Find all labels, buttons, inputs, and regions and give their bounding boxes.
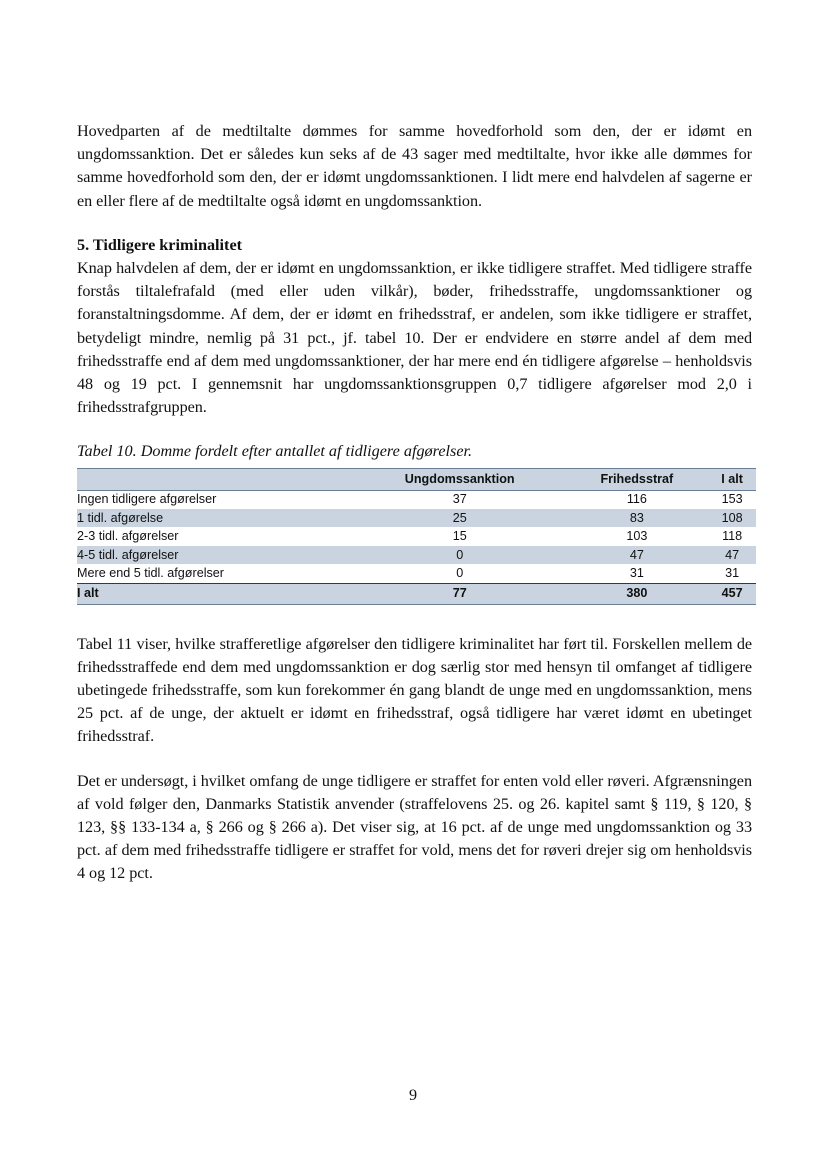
table-row <box>77 564 756 583</box>
table-10-wrapper <box>77 468 756 605</box>
table-total-row <box>77 583 756 604</box>
total-label: I alt <box>77 583 354 604</box>
cell-ungdomssanktion: 0 <box>456 547 464 562</box>
cell-i-alt: 47 <box>725 547 740 562</box>
table-header-ungdomssanktion: Ungdomssanktion <box>354 469 566 491</box>
page-number: 9 <box>408 1086 418 1104</box>
table-header-label <box>77 469 354 491</box>
cell-frihedsstraf: 116 <box>626 492 647 507</box>
total-i-alt: 457 <box>708 583 756 604</box>
table-caption: Tabel 10. Domme fordelt efter antallet af tidligere afgørelser. <box>77 442 473 461</box>
table-header-i-alt: I alt <box>708 469 756 491</box>
paragraph-tabel-11: Tabel 11 viser, hvilke strafferetlige afgørelser den tidligere kriminalitet har ført til. Forskellen mellem de frihedsstraffede end dem med ungdomssanktion er dog særlig stor med hensyn til omfanget af tidligere ubetingede frihedsstraffe, som kun forekommer én gang blandt de unge med en ungdomssanktion, mens 25 pct. af de unge, der aktuelt er idømt en frihedsstraf, også tidligere har været idømt en ubetinget frihedsstraf. <box>77 634 752 746</box>
row-label: Ingen tidligere afgørelser <box>77 492 217 507</box>
cell-ungdomssanktion: 15 <box>452 529 467 544</box>
table-header-frihedsstraf: Frihedsstraf <box>566 469 709 491</box>
cell-ungdomssanktion: 25 <box>452 510 467 525</box>
total-frihedsstraf: 380 <box>566 583 709 604</box>
row-label: 1 tidl. afgørelse <box>77 510 164 525</box>
cell-ungdomssanktion: 0 <box>456 565 464 580</box>
total-ungdomssanktion: 77 <box>354 583 566 604</box>
cell-i-alt: 31 <box>725 565 740 580</box>
row-label: 2-3 tidl. afgørelser <box>77 529 179 544</box>
cell-i-alt: 118 <box>722 529 743 544</box>
table-row <box>77 490 756 509</box>
paragraph-vold-roveri: Det er undersøgt, i hvilket omfang de unge tidligere er straffet for enten vold eller røveri. Afgrænsningen af vold følger den, Danmarks Statistik anvender (straffelovens 25. og 26. kapitel samt § 119, § 120, § 123, §§ 133-134 a, § 266 og § 266 a). Det viser sig, at 16 pct. af de unge med ungdomssanktion og 33 pct. af dem med frihedsstraffe tidligere er straffet for vold, mens det for røveri drejer sig om henholdsvis 4 og 12 pct. <box>77 771 752 883</box>
table-row <box>77 527 756 545</box>
cell-i-alt: 153 <box>721 492 743 507</box>
row-label: 4-5 tidl. afgørelser <box>77 547 179 562</box>
table-10 <box>77 469 756 605</box>
cell-ungdomssanktion: 37 <box>452 492 467 507</box>
cell-i-alt: 108 <box>721 510 743 525</box>
document-body <box>77 120 752 886</box>
row-label: Mere end 5 tidl. afgørelser <box>77 565 224 580</box>
section-heading: 5. Tidligere kriminalitet <box>77 235 243 254</box>
cell-frihedsstraf: 47 <box>629 547 644 562</box>
paragraph-tidligere-kriminalitet: Knap halvdelen af dem, der er idømt en ungdomssanktion, er ikke tidligere straffet. Med tidligere straffe forstås tiltalefrafald (med eller uden vilkår), bøder, frihedsstraffe, ungdomssanktioner og foranstaltningsdomme. Af dem, der er idømt en frihedsstraf, er andelen, som ikke tidligere er straffet, betydeligt mindre, nemlig på 31 pct., jf. tabel 10. Der er endvidere en større andel af dem med frihedsstraffe end af dem med ungdomssanktioner, der har mere end én tidligere afgørelse – henholdsvis 48 og 19 pct. I gennemsnit har ungdomssanktionsgruppen 0,7 tidligere afgørelser mod 2,0 i frihedsstrafgruppen. <box>77 259 752 417</box>
table-header-row <box>77 469 756 491</box>
paragraph-medtiltalte: Hovedparten af de medtiltalte dømmes for samme hovedforhold som den, der er idømt en ungdomssanktion. Det er således kun seks af de 43 sager med medtiltalte, hvor ikke alle dømmes for samme hovedforhold som den, der er idømt ungdomssanktionen. I lidt mere end halvdelen af sagerne er en eller flere af de medtiltalte også idømt en ungdomssanktion. <box>77 122 752 210</box>
cell-frihedsstraf: 83 <box>629 510 644 525</box>
table-row <box>77 509 756 527</box>
cell-frihedsstraf: 31 <box>629 565 644 580</box>
table-row <box>77 546 756 564</box>
cell-frihedsstraf: 103 <box>626 529 648 544</box>
